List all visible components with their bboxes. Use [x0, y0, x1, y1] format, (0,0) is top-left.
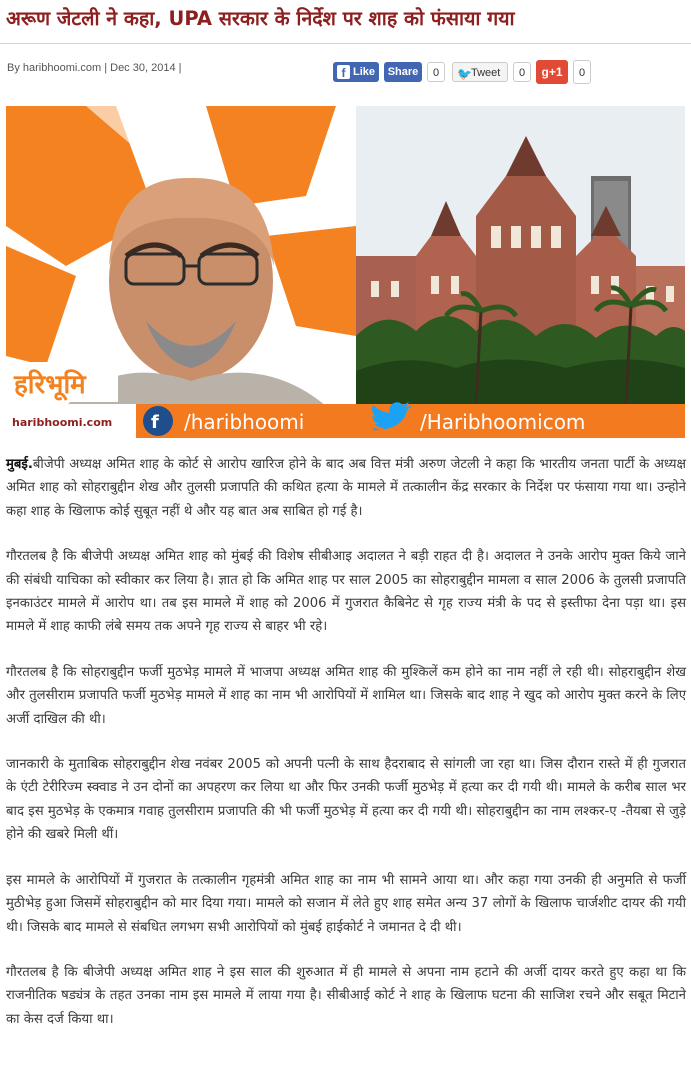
- logo-url: haribhoomi.com: [12, 416, 113, 429]
- twitter-handle: /Haribhoomicom: [420, 410, 586, 434]
- gplus-count: 0: [573, 60, 591, 84]
- social-banner: [6, 402, 685, 438]
- article-paragraph: गौरतलब है कि बीजेपी अध्यक्ष अमित शाह को मुंबई की विशेष सीबीआइ अदालत ने बड़ी राहत दी है। अदालत ने उनके आरोप मुक्त किये जाने की संबंधी याचिका को स्वीकार कर लिया है। ज्ञात हो कि अमित शाह पर साल 2005 का सोहराबुद्दीन मामला व साल 2006 के तुलसी प्रजापति इनकाउंटर मामले में आरोप था। तब इस मामले में शाह को 2006 में गुजरात कैबिनेट से गृह राज्य मंत्री के पद से इस्तीफा देना पड़ा था। इस मामले में शाह काफी लंबे समय तक अपने गृह राज्य से बाहर भी रहे।: [6, 549, 686, 635]
- byline: By haribhoomi.com | Dec 30, 2014 |: [7, 62, 182, 74]
- article-body: [6, 453, 686, 1053]
- haribhoomi-logo: [10, 362, 118, 402]
- article-paragraph: [6, 453, 686, 523]
- article-title: अरूण जेटली ने कहा, UPA सरकार के निर्देश पर शाह को फंसाया गया: [6, 7, 515, 30]
- article-paragraph: गौरतलब है कि सोहराबुद्दीन फर्जी मुठभेड़ मामले में भाजपा अध्यक्ष अमित शाह की मुश्किलें कम होने का नाम नहीं ले रही थी। सोहराबुद्दीन शेख और तुलसीराम प्रजापति फर्जी मुठभेड़ मामले में शाह का नाम भी आरोपियों में शामिल था। जिसके बाद शाह ने खुद को आरोप मुक्त करने के लिए अर्जी दाखिल की थी।: [6, 664, 686, 727]
- like-label: Like: [353, 66, 376, 78]
- twitter-bird-icon: 🐦: [457, 67, 472, 81]
- title-divider: [0, 43, 691, 44]
- facebook-handle: /haribhoomi: [184, 410, 305, 434]
- facebook-like-button[interactable]: [333, 62, 379, 82]
- facebook-icon: f: [337, 65, 350, 79]
- google-plus-button[interactable]: g+1: [536, 60, 568, 84]
- court-building-photo: [356, 106, 685, 406]
- logo-text: हरिभूमि: [14, 370, 86, 400]
- tweet-label: Tweet: [471, 67, 501, 79]
- tweet-count: 0: [513, 62, 531, 82]
- dateline: मुबई.: [6, 457, 33, 472]
- article-paragraph: इस मामले के आरोपियों में गुजरात के तत्कालीन गृहमंत्री अमित शाह का नाम भी सामने आया था। और कहा गया उनकी ही अनुमति से फर्जी मुठीभेड़ हुआ जिसमें सोहराबुद्दीन को मार दिया गया। मामले को सजान में लेते हुए शाह समेत अन्य 37 लोगों के खिलाफ चार्जशीट दायर की गयी थी। जिसके बाद मामले से संबधित लगभग सभी आरोपियों को मुंबई हाईकोर्ट ने जमानत दे दी थी।: [6, 872, 686, 935]
- hero-image: [6, 106, 685, 438]
- paragraph-text: बीजेपी अध्यक्ष अमित शाह के कोर्ट से आरोप खारिज होने के बाद अब वित्त मंत्री अरुण जेटली ने कहा कि भारतीय जनता पार्टी के अध्यक्ष अमित शाह को सोहराबुद्दीन शेख और तुलसी प्रजापति की कथित हत्या के मामले में तत्कालीन केंद्र सरकार के निर्देश पर फंसाया गया था। उन्होने कहा शाह के खिलाफ कोई सुबूत नहीं थे और यह बात अब साबित हो गई है।: [6, 457, 686, 519]
- tweet-button[interactable]: [452, 62, 508, 82]
- facebook-share-button[interactable]: Share: [384, 62, 422, 82]
- svg-text:f: f: [151, 412, 159, 433]
- article-paragraph: जानकारी के मुताबिक सोहराबुद्दीन शेख नवंबर 2005 को अपनी पत्नी के साथ हैदराबाद से सांगली जा रहा था। जिस दौरान रास्ते में ही गुजरात के एंटी टेरीरिज्म स्क्वाड ने उन दोनों का अपहरण कर लिया था और फिर उनकी फर्जी मुठभेड़ में हत्या कर दी गयी थी। मामले के करीब साल भर बाद इस मुठभेड़ के एकमात्र गवाह तुलसीराम प्रजापति की भी फर्जी मुठभेड़ में हत्या कर दी गयी थी। सोहराबुद्दीन का नाम लश्कर-ए -तैयबा से जुड़े होने की खबरे मिली थीं।: [6, 757, 686, 843]
- share-count: 0: [427, 62, 445, 82]
- article-paragraph: गौरतलब है कि बीजेपी अध्यक्ष अमित शाह ने इस साल की शुरुआत में ही मामले से अपना नाम हटाने की अर्जी दायर करते हुए कहा था कि राजनीतिक षड्यंत्र के तहत उनका नाम इस मामले में लाया गया है। सीबीआई कोर्ट ने शाह के खिलाफ घटना की साजिश रचने और सबूत मिटाने का केस दर्ज किया था।: [6, 964, 686, 1027]
